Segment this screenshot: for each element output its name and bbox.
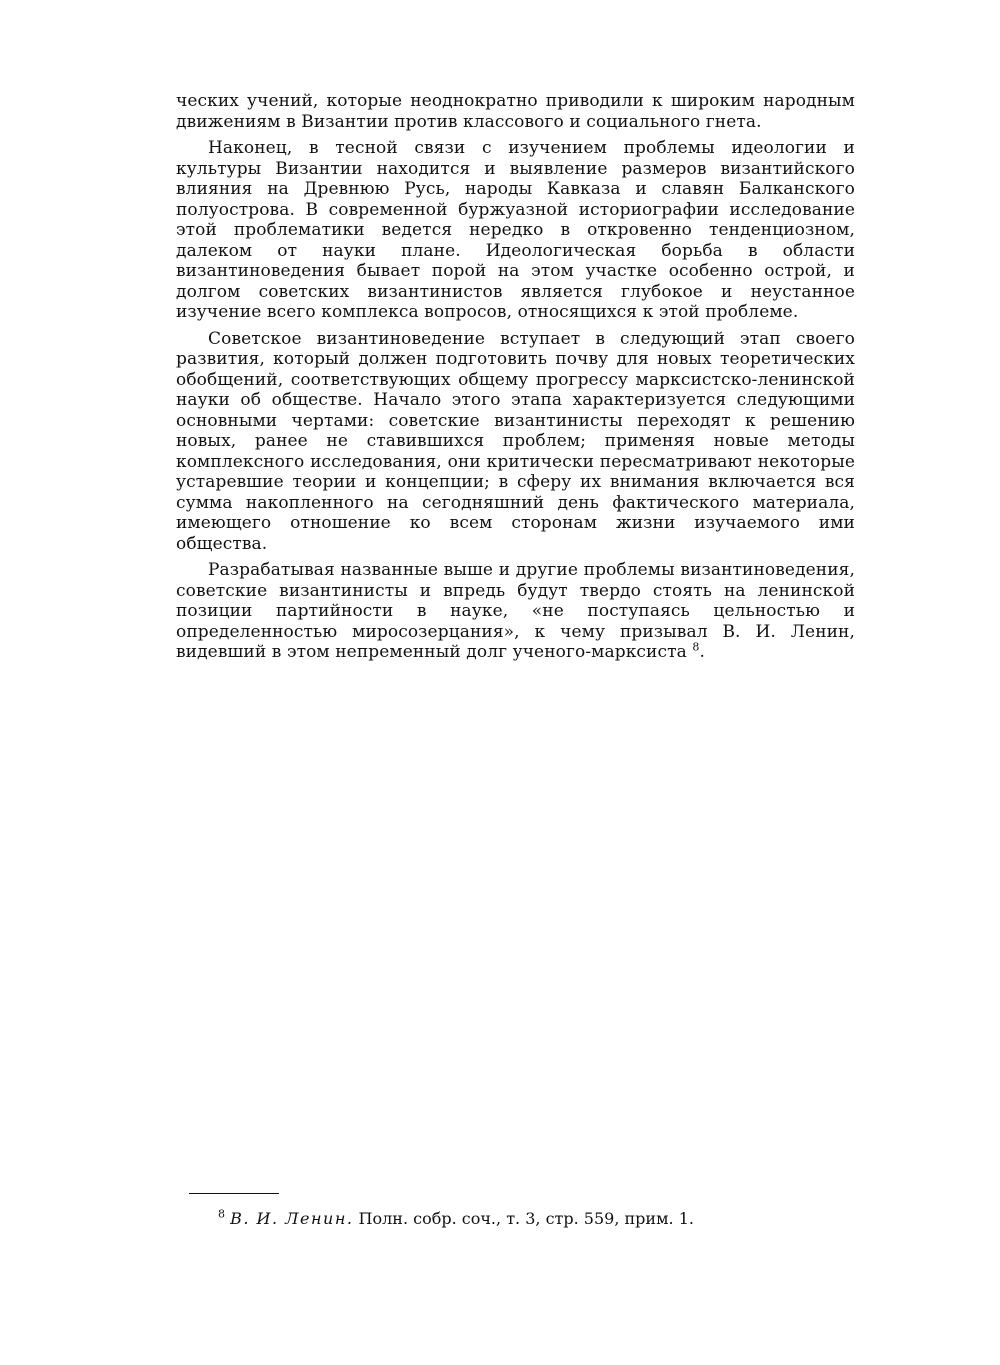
footnote-number: 8 [218,1207,225,1221]
paragraph-conclusion: Разрабатывая названные выше и другие проблемы византиноведения, советские византинисты и впредь будут твердо стоять на ленинской позиции партийности в науке, «не поступаясь цельностью и определенностью миросозерцания», к чему призывал В. И. Ленин, видевший в этом непременный долг ученого-марксиста $^8$. [176,560,855,662]
paragraph-next-stage: Советское византиноведение вступает в следующий этап своего развития, который должен подготовить почву для новых теоретических обобщений, соответствующих общему прогрессу марксистско-ленинской науки об обществе. Начало этого этапа характеризуется следующими основными чертами: советские византинисты переходят к решению новых, ранее не ставившихся проблем; применяя новые методы комплексного исследования, они критически пересматривают некоторые устаревшие теории и концепции; в сферу их внимания включается вся сумма накопленного на сегодняшний день фактического материала, имеющего отношение ко всем сторонам жизни изучаемого ими общества. [176,328,855,554]
paragraph-conclusion-text: Разрабатывая названные выше и другие проблемы византиноведения, советские византинисты и впредь будут твердо стоять на ленинской позиции партийности в науке, «не поступаясь цельностью и определенностью миросозерцания», к чему призывал В. И. Ленин, видевший в этом непременный долг ученого-марксиста [176,560,855,662]
footnote-reference[interactable]: 8 [692,640,700,654]
footnote-citation: Полн. собр. соч., т. 3, стр. 559, прим. 1. [358,1209,694,1228]
footnote-divider [189,1193,279,1194]
footnote [218,1209,858,1229]
paragraph-continuation: ческих учений, которые неоднократно приводили к широким народным движениям в Византии против классового и социального гнета. [176,91,855,132]
main-text [176,91,855,663]
footnote-author: В. И. Ленин. [230,1209,354,1228]
paragraph-ideology-influence: Наконец, в тесной связи с изучением проблемы идеологии и культуры Византии находится и выявление размеров византийского влияния на Древнюю Русь, народы Кавказа и славян Балканского полуострова. В современной буржуазной историографии исследование этой проблематики ведется нередко в откровенно тенденциозном, далеком от науки плане. Идеологическая борьба в области византиноведения бывает порой на этом участке особенно острой, и долгом советских византинистов является глубокое и неустанное изучение всего комплекса вопросов, относящихся к этой проблеме. [176,138,855,322]
